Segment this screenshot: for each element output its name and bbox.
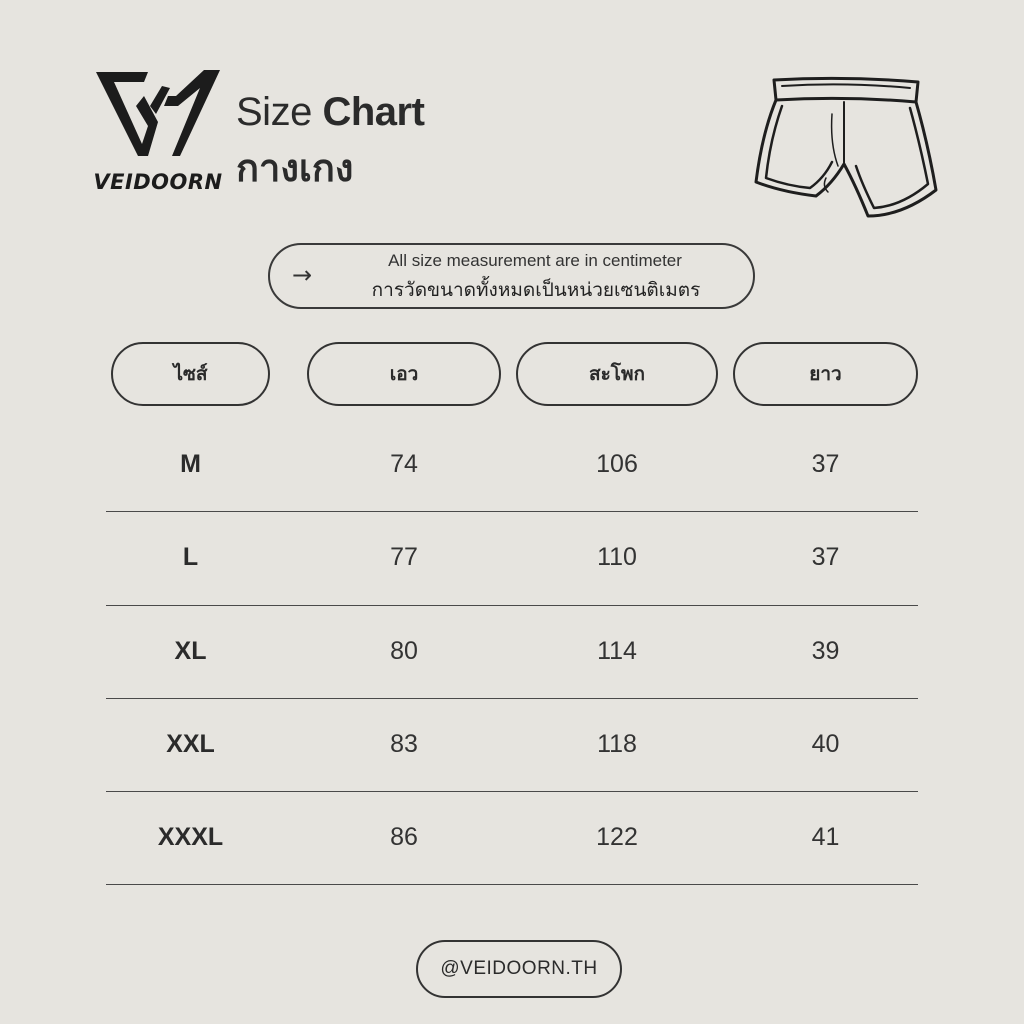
size-cell: XL: [174, 637, 207, 665]
brand-name: VEIDOORN: [93, 170, 223, 194]
length-cell: 40: [811, 730, 840, 758]
title-english: [236, 90, 424, 135]
social-handle: @VEIDOORN.TH: [416, 940, 622, 998]
header-waist: เอว: [307, 342, 501, 406]
table-row: [106, 791, 918, 884]
waist-cell: 74: [390, 450, 418, 478]
size-cell: M: [180, 450, 201, 478]
hip-cell: 118: [597, 730, 637, 758]
length-cell: 41: [811, 823, 840, 851]
note-english: All size measurement are in centimeter: [388, 251, 682, 270]
table-row: [106, 418, 918, 511]
title-bold: Chart: [322, 90, 425, 134]
header-hip: สะโพก: [516, 342, 718, 406]
table-row: [106, 698, 918, 791]
hip-cell: 114: [597, 637, 637, 665]
hip-cell: 110: [597, 543, 637, 571]
size-cell: XXXL: [157, 823, 224, 851]
waist-cell: 80: [390, 637, 418, 665]
hip-cell: 106: [596, 450, 638, 478]
page-title: [236, 90, 424, 198]
length-cell: 37: [811, 543, 840, 571]
brand-logo: [92, 66, 224, 198]
brand-mark-icon: [92, 66, 224, 170]
size-cell: L: [182, 543, 199, 571]
arrow-right-icon: →: [292, 261, 313, 289]
waist-cell: 83: [390, 730, 418, 758]
table-row: [106, 511, 918, 604]
header-size: ไซส์: [111, 342, 270, 406]
header-length: ยาว: [733, 342, 918, 406]
table-row: [106, 605, 918, 698]
waist-cell: 86: [390, 823, 418, 851]
row-divider: [106, 884, 918, 885]
measurement-note: [268, 243, 755, 309]
shorts-icon: [752, 74, 940, 222]
size-cell: XXL: [166, 730, 215, 758]
length-cell: 37: [811, 450, 840, 478]
note-thai: การวัดขนาดทั้งหมดเป็นหน่วยเซนติเมตร: [371, 279, 701, 301]
title-light: Size: [236, 90, 312, 134]
hip-cell: 122: [596, 823, 638, 851]
length-cell: 39: [811, 637, 840, 665]
waist-cell: 77: [390, 543, 418, 571]
title-thai: กางเกง: [236, 146, 354, 190]
